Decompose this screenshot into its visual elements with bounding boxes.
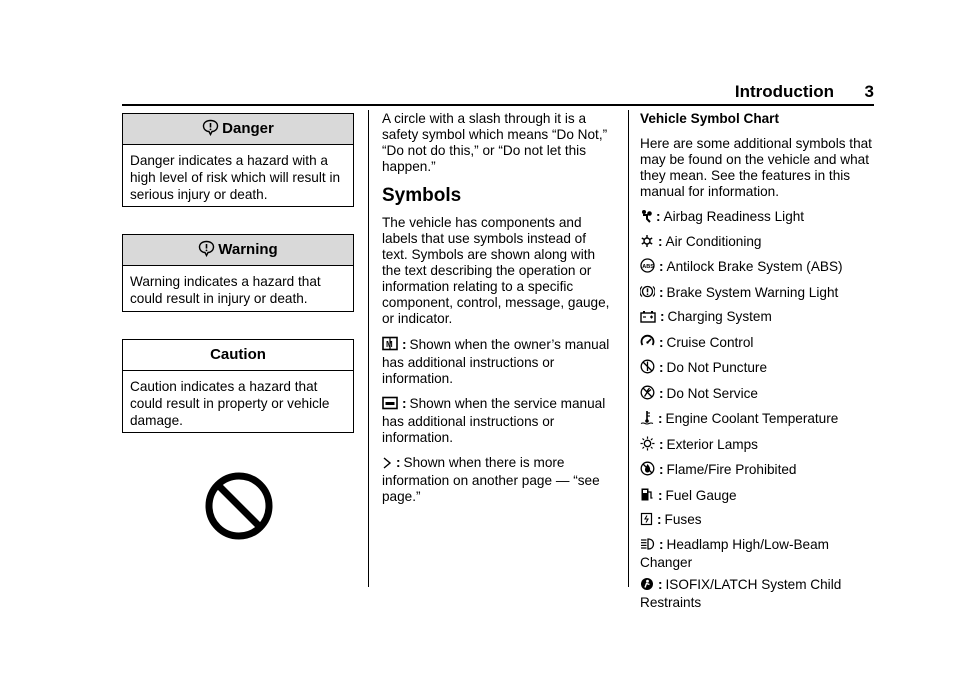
symbols-heading: Symbols [382,185,462,206]
danger-title: Danger [222,120,274,137]
caution-box [122,339,354,433]
danger-text: Danger indicates a hazard with a high level of risk which will result in serious injury or death. [130,153,341,202]
caution-title: Caution [210,346,266,363]
do-not-symbol-icon [204,471,274,546]
svg-text:M: M [386,340,393,349]
warning-box [122,234,354,312]
legend-item: : Charging System [640,309,874,327]
flame-prohibited-icon [640,461,655,480]
legend-item: ABS : Antilock Brake System (ABS) [640,258,874,277]
owners-manual-icon [382,336,398,355]
legend-item: : Fuel Gauge [640,487,874,506]
child-restraint-icon [640,577,654,595]
see-page-item: : Shown when there is more information on another page — “see page.” [382,455,600,504]
alert-icon [198,238,215,268]
symbol-chart-intro: Here are some additional symbols that may be found on the vehicle and what they mean. See the features in this manual for information. [640,136,872,199]
legend-item: : Do Not Service [640,385,874,404]
warning-header [123,235,353,266]
do-not-puncture-icon [640,359,655,378]
legend-item: : Air Conditioning [640,234,874,252]
exterior-lamps-icon [640,436,655,455]
airbag-icon [640,209,652,227]
column-divider-left [368,110,369,587]
symbols-paragraph: The vehicle has components and labels that use symbols instead of text. Symbols are shown along with the text describing the operation or information relating to a specific component, control, message, gauge, or indicator. [382,215,610,326]
page-number: 3 [864,82,874,101]
symbol-chart-heading: Vehicle Symbol Chart [640,111,780,126]
legend-item: : Do Not Puncture [640,359,874,378]
legend-item: : Headlamp High/Low-Beam Changer [640,536,829,570]
do-not-explanation: A circle with a slash through it is a safety symbol which means “Do Not,” “Do not do this,” or “Do not let this happen.” [382,111,608,174]
fuses-icon [640,512,653,530]
fuel-gauge-icon [640,487,654,506]
service-manual-text: Shown when the service manual has additional instructions or information. [382,396,606,445]
legend-item: : ISOFIX/LATCH System Child Restraints [640,577,842,610]
section-title: Introduction [734,82,834,101]
header-rule [122,104,874,106]
caution-text: Caution indicates a hazard that could result in property or vehicle damage. [130,379,330,428]
abs-icon [640,258,655,277]
warning-title: Warning [218,241,278,258]
legend-item: : Brake System Warning Light [640,284,874,303]
legend-item: : Exterior Lamps [640,436,874,455]
danger-box [122,113,354,207]
legend-item: : Flame/Fire Prohibited [640,461,874,480]
page-header [122,82,874,104]
service-manual-item: : Shown when the service manual has additional instructions or information. [382,396,606,445]
legend-item: : Fuses [640,512,874,530]
owners-manual-item: M : Shown when the owner’s manual has additional instructions or information. [382,337,610,386]
legend-item: : Engine Coolant Temperature [640,410,874,429]
battery-icon [640,310,656,327]
column-divider-right [628,110,629,587]
headlamp-icon [640,537,655,555]
owners-manual-text: Shown when the owner’s manual has additional instructions or information. [382,337,610,386]
do-not-service-icon [640,385,655,404]
arrow-right-icon [382,457,392,473]
caution-header [123,340,353,371]
svg-text:ABS: ABS [642,263,654,270]
warning-text: Warning indicates a hazard that could result in injury or death. [130,274,321,306]
middle-column [382,111,614,514]
brake-warning-icon [640,284,655,303]
service-manual-icon [382,396,398,414]
alert-icon [202,117,219,147]
legend-item: : Airbag Readiness Light [640,209,874,227]
see-page-text: Shown when there is more information on another page — “see page.” [382,455,600,504]
cruise-control-icon [640,334,655,353]
coolant-temp-icon [640,410,654,429]
danger-header [123,114,353,145]
right-column [640,111,874,618]
legend-item: : Cruise Control [640,334,874,353]
air-conditioning-icon [640,234,654,252]
